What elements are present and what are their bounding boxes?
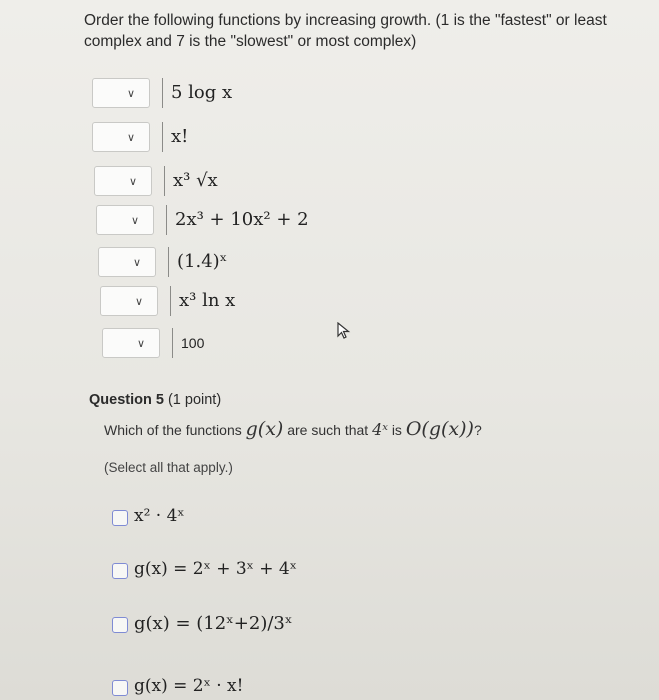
chevron-down-icon: ∨	[136, 338, 145, 350]
order-row-2	[92, 122, 392, 152]
chevron-down-icon: ∨	[126, 88, 135, 100]
chevron-down-icon: ∨	[128, 176, 137, 188]
rank-select-2[interactable]	[92, 122, 150, 152]
rank-select-4[interactable]	[96, 205, 154, 235]
checkbox[interactable]	[112, 680, 128, 696]
option-label: g(x) = 2ˣ · x!	[134, 676, 244, 696]
checkbox[interactable]	[112, 617, 128, 633]
question-mark: ?	[473, 422, 482, 438]
order-row-5	[98, 247, 398, 277]
question-5-text	[104, 418, 482, 440]
function-label: 100	[172, 328, 204, 358]
math-g-of-x: g(x)	[245, 418, 284, 440]
rank-select-7[interactable]	[102, 328, 160, 358]
mouse-pointer-icon	[337, 322, 351, 340]
order-row-1	[92, 78, 392, 108]
question-text-mid: are such that	[287, 422, 369, 438]
function-label: x³ ln x	[170, 286, 235, 316]
chevron-down-icon: ∨	[130, 215, 139, 227]
rank-select-5[interactable]	[98, 247, 156, 277]
order-row-4	[96, 205, 396, 235]
rank-select-1[interactable]	[92, 78, 150, 108]
math-big-o: O(g(x))	[405, 418, 474, 440]
chevron-down-icon: ∨	[126, 132, 135, 144]
question-number: Question 5	[89, 392, 164, 408]
option-label: x² · 4ˣ	[134, 506, 185, 526]
function-label: x³ √x	[164, 166, 218, 196]
question-4-prompt: Order the following functions by increasing growth. (1 is the "fastest" or least complex and 7 is the "slowest" or most complex)	[84, 12, 607, 50]
chevron-down-icon: ∨	[132, 257, 141, 269]
function-label: x!	[162, 122, 188, 152]
order-row-3	[94, 166, 394, 196]
rank-select-6[interactable]	[100, 286, 158, 316]
function-label: 2x³ + 10x² + 2	[166, 205, 309, 235]
question-5-title	[89, 392, 221, 408]
question-points: (1 point)	[167, 392, 222, 408]
chevron-down-icon: ∨	[134, 296, 143, 308]
checkbox[interactable]	[112, 563, 128, 579]
question-text-is: is	[391, 422, 402, 438]
select-all-instruction: (Select all that apply.)	[104, 460, 233, 475]
question-text-start: Which of the functions	[104, 422, 242, 438]
order-row-7	[102, 328, 402, 358]
function-label: 5 log x	[162, 78, 232, 108]
math-4-pow-x: 4ˣ	[372, 420, 388, 439]
rank-select-3[interactable]	[94, 166, 152, 196]
function-label: (1.4)ˣ	[168, 247, 227, 277]
option-label: g(x) = (12ˣ+2)/3ˣ	[134, 613, 293, 634]
order-row-6	[100, 286, 400, 316]
checkbox[interactable]	[112, 510, 128, 526]
option-label: g(x) = 2ˣ + 3ˣ + 4ˣ	[134, 559, 297, 579]
